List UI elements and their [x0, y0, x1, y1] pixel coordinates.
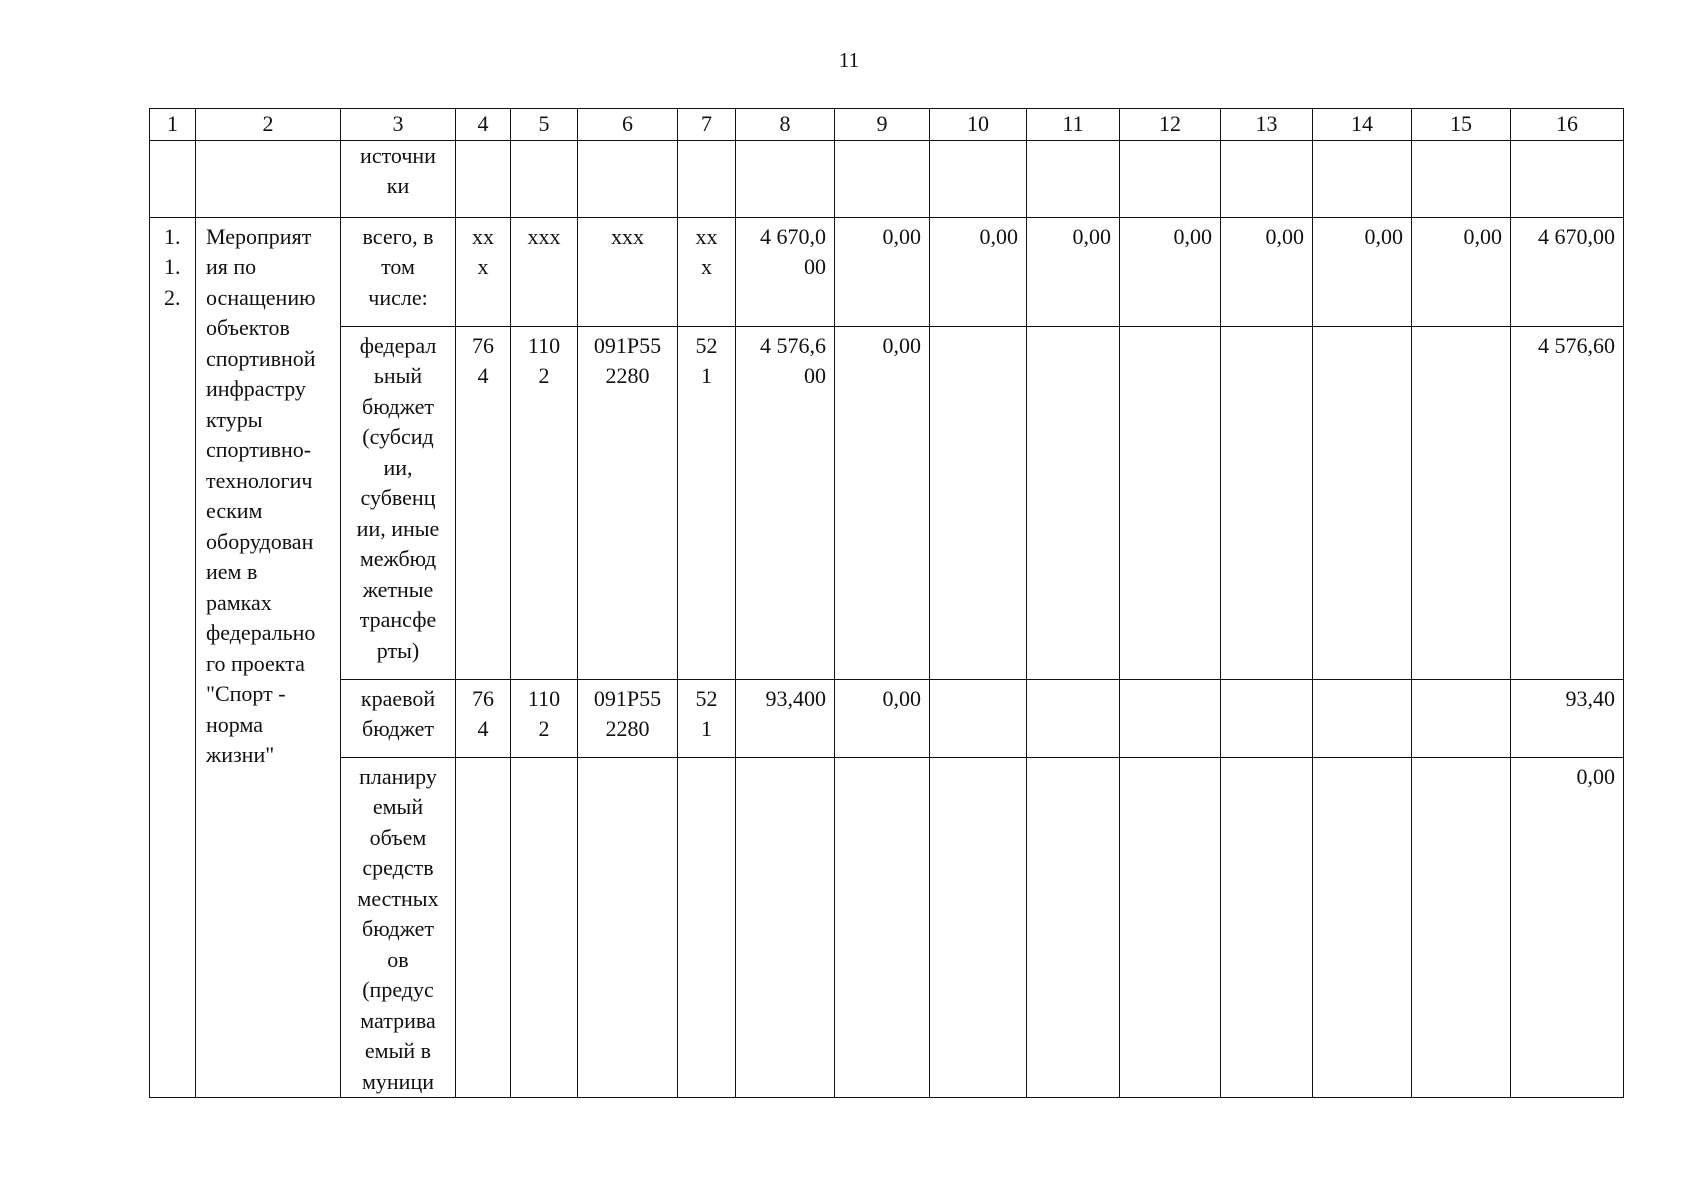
table-cell	[1120, 326, 1221, 679]
table-cell: ххх	[578, 217, 678, 326]
column-number-row	[150, 109, 1624, 141]
budget-table	[149, 108, 1624, 1098]
table-cell	[196, 140, 341, 217]
table-cell	[1027, 326, 1120, 679]
source-cell: планиру емый объем средств местных бюджет ов (предус матрива емый в муници	[341, 757, 456, 1098]
source-cell: федерал ьный бюджет (субсид ии, субвенц ии, иные межбюд жетные трансфе рты)	[341, 326, 456, 679]
table-cell	[1313, 140, 1412, 217]
table-cell: 4 576,6 00	[736, 326, 835, 679]
table-cell	[1313, 679, 1412, 757]
table-cell	[930, 757, 1027, 1098]
column-header: 11	[1027, 109, 1120, 141]
table-row	[150, 326, 1624, 679]
table-cell	[511, 757, 578, 1098]
table-cell: 93,400	[736, 679, 835, 757]
page-number: 11	[838, 48, 860, 72]
table-cell: 0,00	[835, 679, 930, 757]
table-cell	[1412, 757, 1511, 1098]
table-cell: 0,00	[835, 326, 930, 679]
table-row	[150, 217, 1624, 326]
table-cell: 4 670,0 00	[736, 217, 835, 326]
table-cell: 0,00	[1120, 217, 1221, 326]
table-cell	[1120, 140, 1221, 217]
table-cell	[736, 140, 835, 217]
table-cell: 4 576,60	[1511, 326, 1624, 679]
item-name: Мероприят ия по оснащению объектов спортивной инфрастру ктуры спортивно- технологич еским оборудован ием в рамках федерально го проекта "Спорт - норма жизни"	[196, 217, 341, 1098]
table-cell	[1027, 140, 1120, 217]
table-cell	[150, 140, 196, 217]
source-cell: источни ки	[341, 140, 456, 217]
table-cell: 091Р55 2280	[578, 679, 678, 757]
table-cell	[1313, 757, 1412, 1098]
table-cell: 52 1	[678, 679, 736, 757]
table-cell	[1511, 140, 1624, 217]
column-header: 7	[678, 109, 736, 141]
table-cell	[578, 757, 678, 1098]
table-cell: хх х	[456, 217, 511, 326]
source-cell: всего, в том числе:	[341, 217, 456, 326]
table-cell: 0,00	[1313, 217, 1412, 326]
table-cell	[1412, 679, 1511, 757]
table-cell: хх х	[678, 217, 736, 326]
table-cell: 0,00	[930, 217, 1027, 326]
table-cell	[578, 140, 678, 217]
column-header: 14	[1313, 109, 1412, 141]
table-cell: 52 1	[678, 326, 736, 679]
table-cell	[1027, 679, 1120, 757]
table-cell	[835, 140, 930, 217]
table-cell	[678, 140, 736, 217]
table-cell	[1412, 326, 1511, 679]
column-header: 13	[1221, 109, 1313, 141]
table-cell	[1221, 326, 1313, 679]
column-header: 3	[341, 109, 456, 141]
table-cell: 110 2	[511, 679, 578, 757]
table-cell: 0,00	[1511, 757, 1624, 1098]
table-cell	[1221, 679, 1313, 757]
table-cell	[930, 140, 1027, 217]
table-cell	[1221, 140, 1313, 217]
table-cell	[456, 757, 511, 1098]
column-header: 5	[511, 109, 578, 141]
table-cell	[1027, 757, 1120, 1098]
table-cell	[678, 757, 736, 1098]
table-cell: 0,00	[835, 217, 930, 326]
table-cell: 76 4	[456, 326, 511, 679]
table-cell: 4 670,00	[1511, 217, 1624, 326]
table-cell: 0,00	[1221, 217, 1313, 326]
column-header: 15	[1412, 109, 1511, 141]
table-cell	[930, 679, 1027, 757]
table-cell	[1221, 757, 1313, 1098]
table-cell: 76 4	[456, 679, 511, 757]
table-cell: 110 2	[511, 326, 578, 679]
column-header: 1	[150, 109, 196, 141]
column-header: 4	[456, 109, 511, 141]
table-row	[150, 757, 1624, 1098]
continuation-row	[150, 140, 1624, 217]
table-cell: 93,40	[1511, 679, 1624, 757]
table-cell	[1313, 326, 1412, 679]
table-cell	[1412, 140, 1511, 217]
item-number: 1. 1. 2.	[150, 217, 196, 1098]
column-header: 9	[835, 109, 930, 141]
column-header: 16	[1511, 109, 1624, 141]
table-cell: ххх	[511, 217, 578, 326]
table-cell	[456, 140, 511, 217]
table-cell	[511, 140, 578, 217]
column-header: 10	[930, 109, 1027, 141]
table-cell	[835, 757, 930, 1098]
table-cell: 091Р55 2280	[578, 326, 678, 679]
table-cell	[930, 326, 1027, 679]
table-cell	[736, 757, 835, 1098]
table-cell: 0,00	[1412, 217, 1511, 326]
column-header: 6	[578, 109, 678, 141]
source-cell: краевой бюджет	[341, 679, 456, 757]
column-header: 12	[1120, 109, 1221, 141]
table-cell	[1120, 679, 1221, 757]
column-header: 8	[736, 109, 835, 141]
table-cell	[1120, 757, 1221, 1098]
table-row	[150, 679, 1624, 757]
column-header: 2	[196, 109, 341, 141]
table-cell: 0,00	[1027, 217, 1120, 326]
